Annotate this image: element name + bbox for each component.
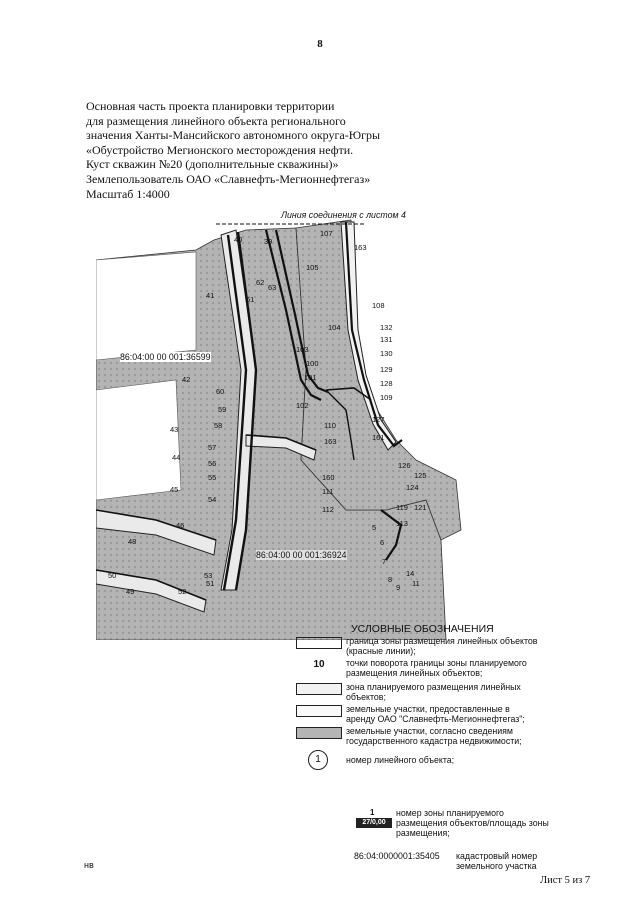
header-line: Основная часть проекта планировки территории <box>86 99 335 113</box>
turn-point-label: 50 <box>108 571 117 580</box>
turn-point-label: 7 <box>382 557 387 566</box>
turn-point-label: 52 <box>178 587 187 596</box>
turn-point-label: 6 <box>380 538 385 547</box>
header-line: Масштаб 1:4000 <box>86 186 170 201</box>
connection-line-label: Линия соединения с листом 4 <box>281 210 406 220</box>
turn-point-label: 56 <box>208 459 217 468</box>
turn-point-label: 45 <box>170 485 179 494</box>
legend-text: земельные участки, предоставленные в аренду ОАО "Славнефть-Мегионнефтегаз"; <box>346 704 525 724</box>
turn-point-symbol: 10 <box>313 659 325 670</box>
planning-map <box>96 210 466 640</box>
turn-point-label: 53 <box>204 571 213 580</box>
cadastral-sample: 86:04:0000001:35405 <box>354 851 440 861</box>
unmapped-area <box>96 380 181 500</box>
turn-point-label: 131 <box>380 335 393 344</box>
turn-point-label: 110 <box>324 421 336 430</box>
cadastral-parcel-symbol <box>296 727 342 739</box>
turn-point-label: 11 <box>412 579 420 588</box>
turn-point-label: 121 <box>414 503 427 512</box>
sheet-number: Лист 5 из 7 <box>540 875 591 886</box>
turn-point-label: 129 <box>380 365 393 374</box>
turn-point-label: 54 <box>208 495 217 504</box>
turn-point-label: 49 <box>126 587 135 596</box>
turn-point-label: 14 <box>406 569 415 578</box>
turn-point-label: 161 <box>372 433 385 442</box>
header-line: «Обустройство Мегионского месторождения нефти. <box>86 142 354 157</box>
turn-point-label: 107 <box>320 229 333 238</box>
header-line: значения Ханты-Мансийского автономного округа-Югры <box>86 128 381 143</box>
zone-number-symbol: 1 <box>370 808 375 817</box>
header-line: Землепользователь ОАО «Славнефть-Мегионнефтегаз» <box>86 171 371 186</box>
parcel-label: 86:04:00 00 001:36599 <box>120 352 211 362</box>
turn-point-label: 42 <box>182 375 191 384</box>
turn-point-label: 57 <box>208 443 217 452</box>
legend-text: земельные участки, согласно сведениям государственного кадастра недвижимости; <box>346 726 522 746</box>
turn-point-label: 55 <box>208 473 217 482</box>
zone-legend-text: номер зоны планируемого размещения объектов/площадь зоны размещения; <box>396 808 549 838</box>
turn-point-label: 111 <box>322 487 334 496</box>
legend-title: УСЛОВНЫЕ ОБОЗНАЧЕНИЯ <box>351 623 494 635</box>
turn-point-label: 127 <box>372 415 385 424</box>
turn-point-label: 61 <box>246 295 255 304</box>
turn-point-label: 105 <box>306 263 319 272</box>
header-line: для размещения линейного объекта регионального <box>86 113 346 128</box>
parcel-label: 86:04:00 00 001:36924 <box>256 550 347 560</box>
unmapped-area <box>96 252 196 360</box>
turn-point-label: 59 <box>218 405 227 414</box>
boundary-symbol <box>296 637 342 649</box>
legend-text: точки поворота границы зоны планируемого размещения линейных объектов; <box>346 658 527 678</box>
cadastral-legend-text: кадастровый номер земельного участка <box>456 851 538 871</box>
turn-point-label: 128 <box>380 379 393 388</box>
turn-point-label: 101 <box>304 373 317 382</box>
turn-point-label: 124 <box>406 483 419 492</box>
turn-point-label: 119 <box>396 503 408 512</box>
turn-point-label: 103 <box>296 345 309 354</box>
map-drawing <box>96 210 466 640</box>
turn-point-label: 58 <box>214 421 223 430</box>
planned-zone-symbol <box>296 683 342 695</box>
turn-point-label: 41 <box>206 291 215 300</box>
turn-point-label: 48 <box>128 537 137 546</box>
turn-point-label: 109 <box>380 393 393 402</box>
turn-point-label: 40 <box>234 235 243 244</box>
turn-point-label: 102 <box>296 401 309 410</box>
page-number: 8 <box>317 38 323 50</box>
turn-point-label: 63 <box>268 283 277 292</box>
turn-point-label: 163 <box>324 437 337 446</box>
turn-point-label: 5 <box>372 523 377 532</box>
turn-point-label: 104 <box>328 323 341 332</box>
turn-point-label: 163 <box>354 243 367 252</box>
turn-point-label: 9 <box>396 583 401 592</box>
turn-point-label: 126 <box>398 461 411 470</box>
turn-point-label: 46 <box>176 521 185 530</box>
zone-area-symbol <box>356 818 392 828</box>
turn-point-label: 132 <box>380 323 393 332</box>
line-object-number-symbol: 1 <box>308 750 328 770</box>
document-header <box>86 99 406 201</box>
turn-point-label: 130 <box>380 349 393 358</box>
legend-text: граница зоны размещения линейных объектов (красные линии); <box>346 636 538 656</box>
zone-area-value: 27/0,00 <box>362 819 386 826</box>
turn-point-label: 100 <box>306 359 319 368</box>
turn-point-label: 62 <box>256 278 265 287</box>
turn-point-label: 60 <box>216 387 225 396</box>
header-line: Куст скважин №20 (дополнительные скважины)» <box>86 157 339 172</box>
turn-point-label: 8 <box>388 575 393 584</box>
turn-point-label: 43 <box>170 425 179 434</box>
turn-point-label: 51 <box>206 579 215 588</box>
leased-parcel-symbol <box>296 705 342 717</box>
footer-initials: нв <box>84 860 94 870</box>
turn-point-label: 125 <box>414 471 427 480</box>
turn-point-label: 112 <box>322 505 334 514</box>
turn-point-label: 113 <box>396 519 408 528</box>
legend-text: зона планируемого размещения линейных объектов; <box>346 682 521 702</box>
turn-point-label: 44 <box>172 453 181 462</box>
turn-point-label: 108 <box>372 301 385 310</box>
legend-text: номер линейного объекта; <box>346 755 455 765</box>
turn-point-label: 39 <box>264 237 273 246</box>
turn-point-label: 160 <box>322 473 335 482</box>
